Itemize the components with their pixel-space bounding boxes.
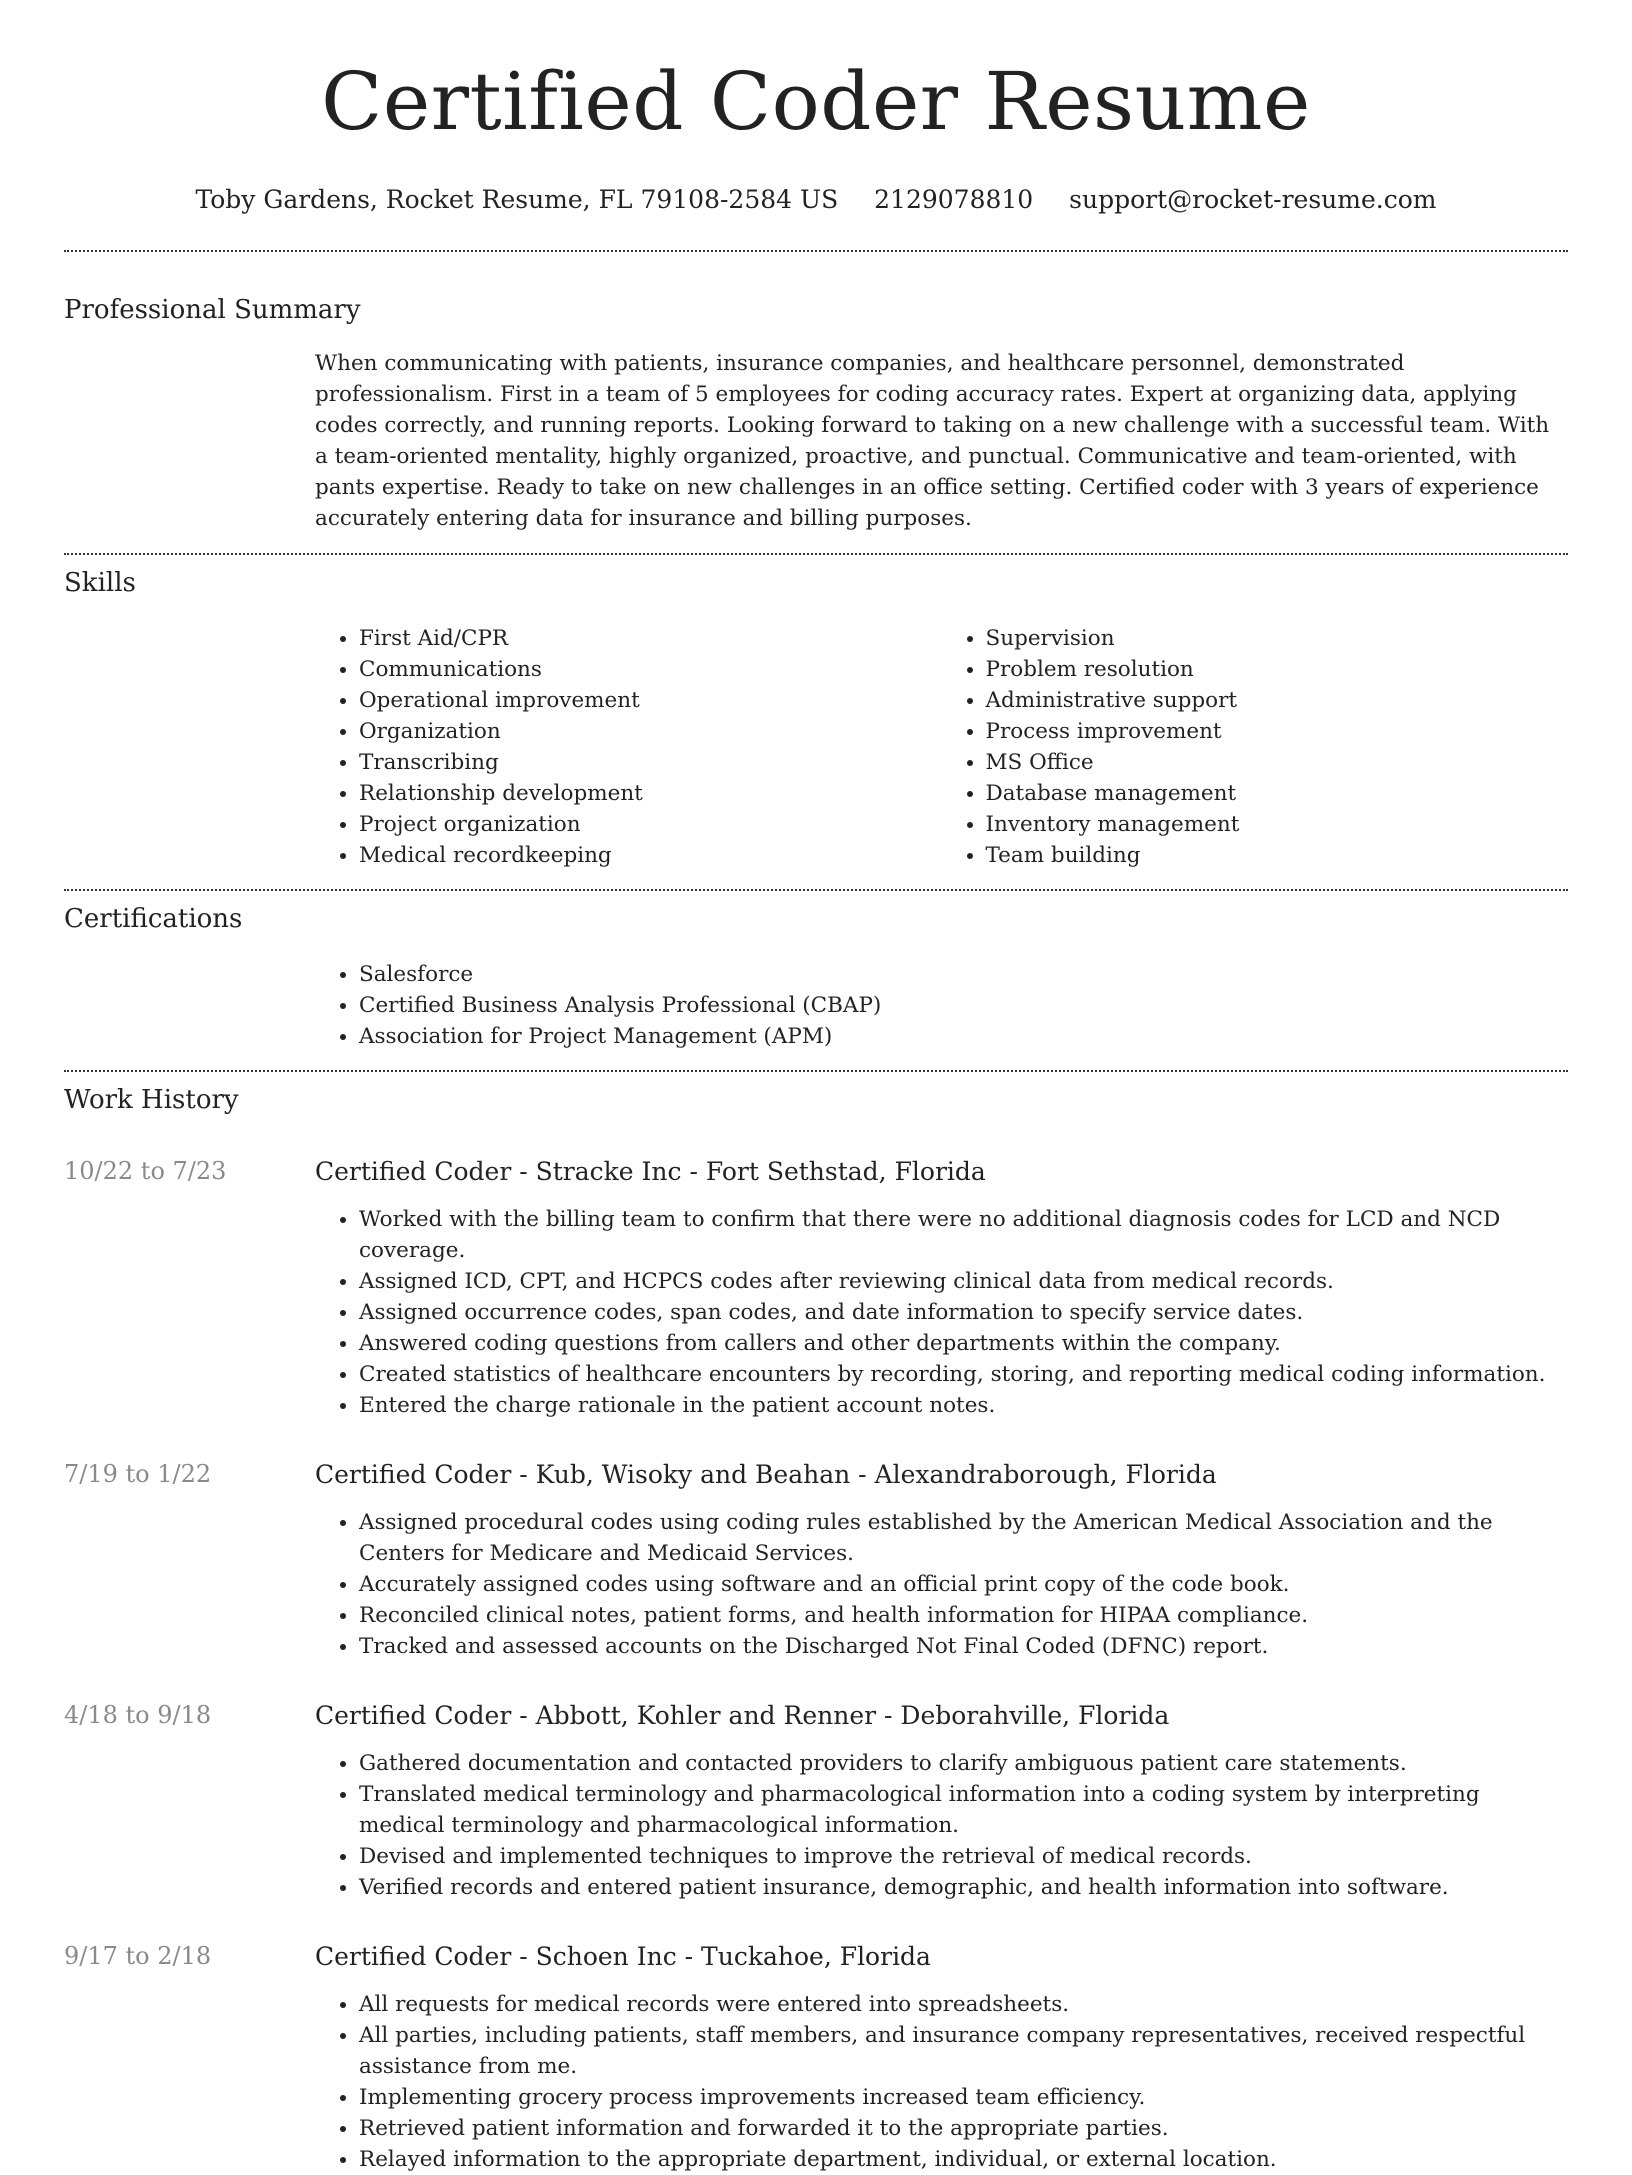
job-body <box>315 1700 1568 1903</box>
job-bullets <box>315 1204 1568 1421</box>
skill-item: • Communications <box>359 654 942 685</box>
skill-item: • Team building <box>986 840 1569 871</box>
job-bullet: • Retrieved patient information and forwarded it to the appropriate parties. <box>359 2113 1568 2144</box>
work-history-heading: Work History <box>64 1085 239 1115</box>
skill-item: • Project organization <box>359 809 942 840</box>
skills-heading: Skills <box>64 568 136 598</box>
job-bullet: • All requests for medical records were entered into spreadsheets. <box>359 1989 1568 2020</box>
summary-text: When communicating with patients, insurance companies, and healthcare personnel, demonstrated professionalism. First in a team of 5 employees for coding accuracy rates. Expert at organizing data, applying codes correctly, and running reports. Looking forward to taking on a new challenge with a successful team. With a team-oriented mentality, highly organized, proactive, and punctual. Communicative and team-oriented, with pants expertise. Ready to take on new challenges in an office setting. Certified coder with 3 years of experience accurately entering data for insurance and billing purposes. <box>315 351 1550 531</box>
job-bullet: • Assigned procedural codes using coding rules established by the American Medical Association and the Centers for Medicare and Medicaid Services. <box>359 1507 1568 1569</box>
job-body <box>315 1941 1568 2175</box>
job-bullet: • All parties, including patients, staff members, and insurance company representatives, received respectful assistance from me. <box>359 2020 1568 2082</box>
certification-item: • Certified Business Analysis Professional (CBAP) <box>359 990 1568 1021</box>
skill-item: • MS Office <box>986 747 1569 778</box>
job-title: Certified Coder - Schoen Inc - Tuckahoe, Florida <box>315 1942 931 1971</box>
job-bullet: • Worked with the billing team to confirm that there were no additional diagnosis codes for LCD and NCD coverage. <box>359 1204 1568 1266</box>
skill-item: • Transcribing <box>359 747 942 778</box>
job-entry <box>64 1459 1568 1662</box>
job-dates: 4/18 to 9/18 <box>64 1701 212 1729</box>
section-divider <box>64 1070 1568 1072</box>
job-entry <box>64 1941 1568 2175</box>
job-entry <box>64 1700 1568 1903</box>
skill-item: • Medical recordkeeping <box>359 840 942 871</box>
job-bullets <box>315 1989 1568 2175</box>
job-bullet: • Entered the charge rationale in the patient account notes. <box>359 1390 1568 1421</box>
summary-heading: Professional Summary <box>64 295 361 325</box>
job-title: Certified Coder - Kub, Wisoky and Beahan - Alexandraborough, Florida <box>315 1460 1217 1489</box>
job-bullet: • Implementing grocery process improvements increased team efficiency. <box>359 2082 1568 2113</box>
job-bullets <box>315 1507 1568 1662</box>
skill-item: • Operational improvement <box>359 685 942 716</box>
contact-email: support@rocket-resume.com <box>1069 185 1437 214</box>
job-entry <box>64 1156 1568 1421</box>
skill-item: • First Aid/CPR <box>359 623 942 654</box>
contact-phone: 2129078810 <box>874 185 1034 214</box>
job-bullet: • Verified records and entered patient insurance, demographic, and health information into software. <box>359 1872 1568 1903</box>
skill-item: • Problem resolution <box>986 654 1569 685</box>
skill-item: • Inventory management <box>986 809 1569 840</box>
section-divider <box>64 250 1568 252</box>
job-bullet: • Gathered documentation and contacted providers to clarify ambiguous patient care statements. <box>359 1748 1568 1779</box>
job-bullet: • Created statistics of healthcare encounters by recording, storing, and reporting medical coding information. <box>359 1359 1568 1390</box>
job-bullet: • Answered coding questions from callers and other departments within the company. <box>359 1328 1568 1359</box>
job-title: Certified Coder - Abbott, Kohler and Renner - Deborahville, Florida <box>315 1701 1170 1730</box>
skills-list-right <box>942 623 1569 871</box>
job-bullet: • Translated medical terminology and pharmacological information into a coding system by interpreting medical terminology and pharmacological information. <box>359 1779 1568 1841</box>
skill-item: • Administrative support <box>986 685 1569 716</box>
skill-item: • Process improvement <box>986 716 1569 747</box>
job-bullet: • Assigned ICD, CPT, and HCPCS codes after reviewing clinical data from medical records. <box>359 1266 1568 1297</box>
job-dates: 7/19 to 1/22 <box>64 1460 212 1488</box>
job-bullet: • Devised and implemented techniques to improve the retrieval of medical records. <box>359 1841 1568 1872</box>
job-title: Certified Coder - Stracke Inc - Fort Sethstad, Florida <box>315 1157 986 1186</box>
job-dates: 10/22 to 7/23 <box>64 1157 227 1185</box>
contact-line <box>64 184 1568 216</box>
job-bullet: • Tracked and assessed accounts on the Discharged Not Final Coded (DFNC) report. <box>359 1631 1568 1662</box>
contact-address: Toby Gardens, Rocket Resume, FL 79108-2584 US <box>195 185 839 214</box>
skills-grid <box>315 623 1568 871</box>
certification-item: • Association for Project Management (APM) <box>359 1021 1568 1052</box>
job-dates: 9/17 to 2/18 <box>64 1942 212 1970</box>
skill-item: • Supervision <box>986 623 1569 654</box>
job-bullet: • Reconciled clinical notes, patient forms, and health information for HIPAA compliance. <box>359 1600 1568 1631</box>
skill-item: • Relationship development <box>359 778 942 809</box>
certifications-list <box>315 959 1568 1052</box>
page-title: Certified Coder Resume <box>321 55 1311 148</box>
certifications-heading: Certifications <box>64 904 243 934</box>
skills-list-left <box>315 623 942 871</box>
job-bullet: • Relayed information to the appropriate department, individual, or external location. <box>359 2144 1568 2175</box>
job-bullet: • Accurately assigned codes using software and an official print copy of the code book. <box>359 1569 1568 1600</box>
section-divider <box>64 553 1568 555</box>
certifications-ul <box>315 959 1568 1052</box>
section-divider <box>64 889 1568 891</box>
job-body <box>315 1459 1568 1662</box>
job-bullets <box>315 1748 1568 1903</box>
certification-item: • Salesforce <box>359 959 1568 990</box>
skill-item: • Organization <box>359 716 942 747</box>
skill-item: • Database management <box>986 778 1569 809</box>
job-bullet: • Assigned occurrence codes, span codes, and date information to specify service dates. <box>359 1297 1568 1328</box>
job-body <box>315 1156 1568 1421</box>
